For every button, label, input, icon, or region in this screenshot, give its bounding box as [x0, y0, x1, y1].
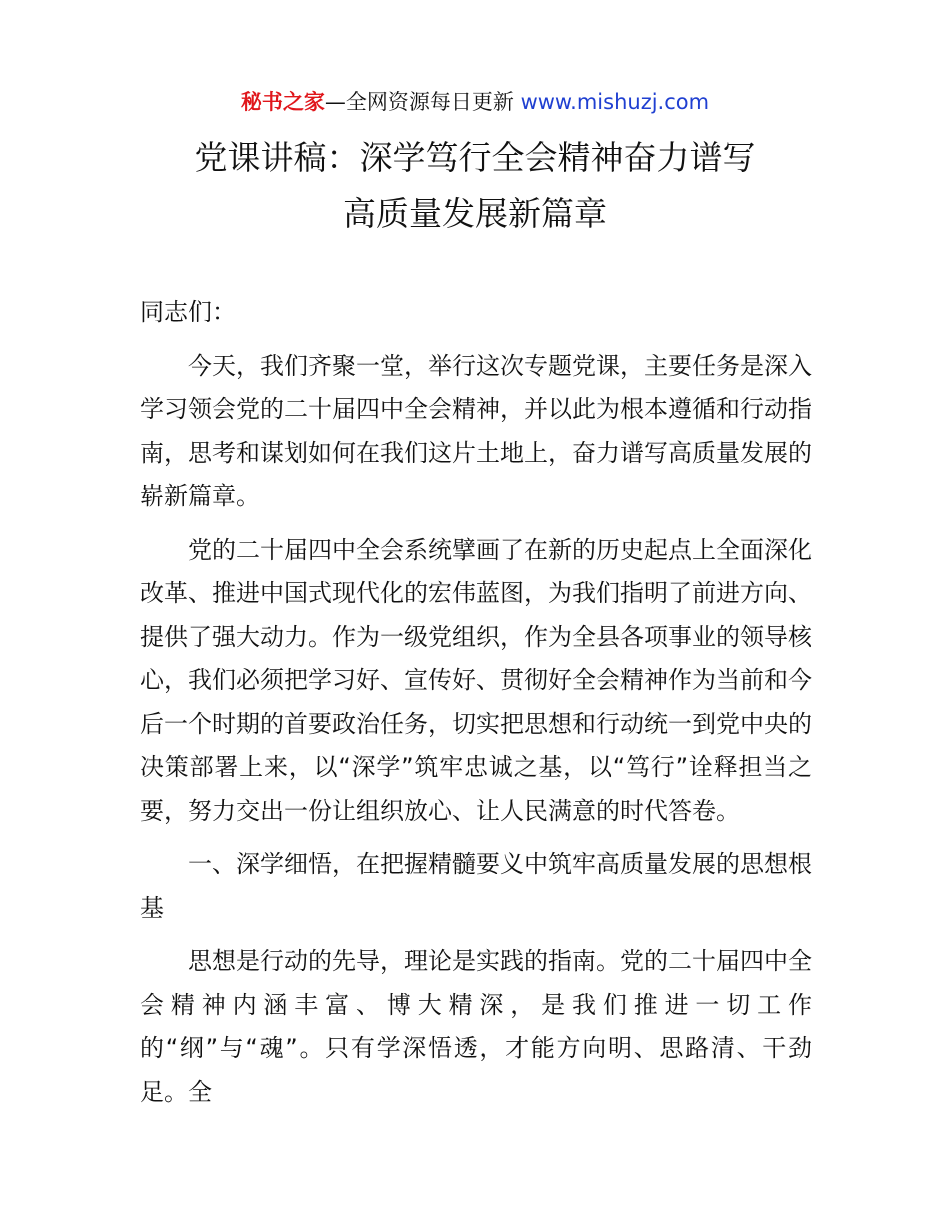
body-paragraph-2: 党的二十届四中全会系统擘画了在新的历史起点上全面深化改革、推进中国式现代化的宏伟蓝图，为我们指明了前进方向、提供了强大动力。作为一级党组织，作为全县各项事业的领导核心，我们必须把学习好、宣传好、贯彻好全会精神作为当前和今后一个时期的首要政治任务，切实把思想和行动统一到党中央的决策部署上来，以“深学”筑牢忠诚之基，以“笃行”诠释担当之要，努力交出一份让组织放心、让人民满意的时代答卷。 — [140, 535, 812, 825]
title-line-1: 党课讲稿：深学笃行全会精神奋力谱写 — [194, 138, 756, 177]
site-header — [0, 88, 950, 116]
body-paragraph-1: 今天，我们齐聚一堂，举行这次专题党课，主要任务是深入学习领会党的二十届四中全会精神，并以此为根本遵循和行动指南，思考和谋划如何在我们这片土地上，奋力谱写高质量发展的崭新篇章。 — [140, 351, 812, 510]
document-body — [140, 291, 812, 1124]
document-title — [0, 130, 950, 242]
title-line-2: 高质量发展新篇章 — [343, 194, 607, 233]
section-paragraph-1: 思想是行动的先导，理论是实践的指南。党的二十届四中全会精神内涵丰富、博大精深，是我们推进一切工作的“纲”与“魂”。只有学深悟透，才能方向明、思路清、干劲足。全 — [140, 947, 812, 1106]
section-heading-1: 一、深学细悟，在把握精髓要义中筑牢高质量发展的思想根基 — [140, 850, 812, 922]
brand-name: 秘书之家 — [240, 90, 325, 114]
salutation: 同志们： — [140, 298, 236, 326]
site-url-link[interactable]: www.mishuzj.com — [520, 90, 710, 114]
header-tagline: —全网资源每日更新 — [324, 90, 521, 114]
